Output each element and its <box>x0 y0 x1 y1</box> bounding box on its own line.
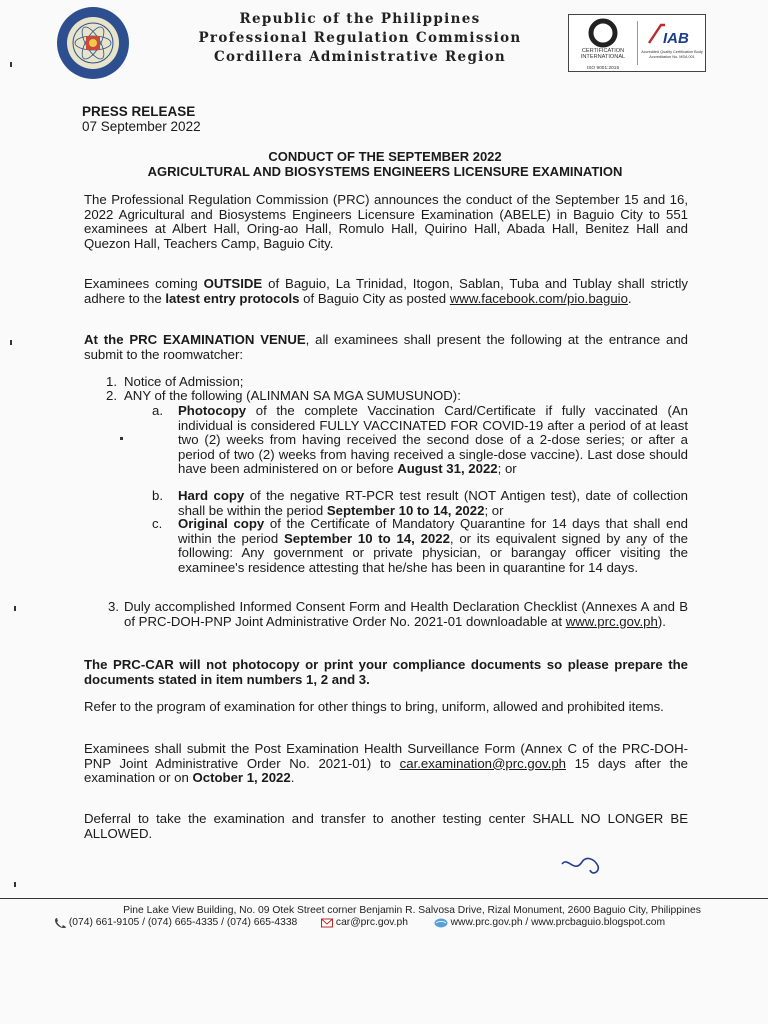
no-photocopy-notice: The PRC-CAR will not photocopy or print your compliance documents so please prepare the documents stated in item numbers 1, 2 and 3. <box>84 657 688 687</box>
sub-a-bold: Photocopy <box>178 403 247 418</box>
sub-mark-b: b. <box>152 488 163 503</box>
press-release-label: PRESS RELEASE <box>82 104 196 119</box>
iso-label: ISO 9001:2015 <box>586 66 620 71</box>
para2-a: Examinees coming <box>84 276 204 291</box>
list-item-2: ANY of the following (ALINMAN SA MGA SUMUSUNOD): <box>124 388 461 403</box>
item3-end: ). <box>657 613 666 629</box>
iab-caption: Accredited Quality Certification Body Accreditation No. MSA 001 <box>641 50 703 59</box>
document-title <box>82 149 688 179</box>
sub-mark-a: a. <box>152 403 163 418</box>
press-release-date: 07 September 2022 <box>82 119 201 134</box>
title-line-1: CONDUCT OF THE SEPTEMBER 2022 <box>268 149 502 164</box>
margin-mark <box>14 606 16 611</box>
sub-item-c <box>178 517 688 575</box>
facebook-link[interactable]: www.facebook.com/pio.baguio <box>449 290 628 306</box>
sub-b-end: ; or <box>484 502 504 518</box>
intro-paragraph: The Professional Regulation Commission (PRC) announces the conduct of the September 15 and 16, 2022 Agricultural and Biosystems Engineers Licensure Examination (ABELE) in Baguio City to 551 examinees at Albert Hall, Oring-ao Hall, Romulo Hall, Quirino Hall, Abada Hall, Benitez Hall and Quezon Hall, Teachers Camp, Baguio City. <box>84 192 688 251</box>
email-link[interactable]: car.examination@prc.gov.ph <box>399 755 566 771</box>
requirements-list-3 <box>84 600 688 648</box>
venue-bold: At the PRC EXAMINATION VENUE <box>84 332 306 347</box>
sub-c-text: of the Certificate of Mandatory Quarantine for 14 days that shall end within the period <box>178 516 688 546</box>
venue-paragraph <box>84 333 688 362</box>
margin-mark <box>120 437 123 440</box>
para6-date: October 1, 2022 <box>192 770 291 786</box>
sub-c-date: September 10 to 14, 2022 <box>283 530 450 546</box>
sub-a-text: of the complete Vaccination Card/Certificate if fully vaccinated (An individual is considered FULLY VACCINATED FOR COVID-19 after a period of at least two (2) weeks from having received the second dose of a 2-dose series; or after a period of two (2) weeks from having received a single-dose vaccine). Last dose should have been administered on or before <box>178 403 688 477</box>
certification-ring-icon <box>587 18 619 48</box>
certification-badge <box>568 14 706 72</box>
sub-a-date: August 31, 2022 <box>397 461 498 477</box>
email-icon <box>321 918 333 928</box>
program-paragraph: Refer to the program of examination for other things to bring, uniform, allowed and prohibited items. <box>84 699 664 714</box>
cert-divider <box>637 21 638 65</box>
sub-c-end: , or its equivalent signed by any of the following: Any government or private physician, or barangay officer visiting the examinee's residence attesting that he/she has been in quarantine for 14 days. <box>178 530 688 575</box>
margin-mark <box>10 340 12 345</box>
list-item-1: Notice of Admission; <box>124 374 244 389</box>
sub-b-date: September 10 to 14, 2022 <box>326 502 485 518</box>
sub-c-bold: Original copy <box>178 516 265 531</box>
footer-address: Pine Lake View Building, No. 09 Otek Street corner Benjamin R. Salvosa Drive, Rizal Monument, 2600 Baguio City, Philippines <box>123 905 701 916</box>
prc-website-link[interactable]: www.prc.gov.ph <box>565 613 658 629</box>
item3-text: Duly accomplished Informed Consent Form and Health Declaration Checklist (Annexes A and B of PRC-DOH-PNP Joint Administrative Order No. 2021-01 downloadable at <box>124 599 688 629</box>
prc-seal-logo <box>56 6 130 80</box>
para6-end: . <box>290 770 295 786</box>
press-release-header <box>82 104 201 134</box>
para6-text: Examinees shall submit the Post Examination Health Surveillance Form (Annex C of the PRC-DOH-PNP Joint Administrative Order No. 2021-01) to <box>84 741 688 771</box>
list-item-3 <box>124 600 688 629</box>
sub-item-b <box>178 489 688 518</box>
para2-c: of Baguio, La Trinidad, Itogon, Sablan, Tuba and Tublay shall strictly adhere to the <box>84 276 689 306</box>
footer-email[interactable]: car@prc.gov.ph <box>335 917 408 928</box>
list-number-1: 1. <box>106 374 117 389</box>
sub-b-text: of the negative RT-PCR test result (NOT Antigen test), date of collection shall be within the period <box>178 488 688 518</box>
letterhead-commission: Professional Regulation Commission <box>198 30 522 46</box>
para2-end: . <box>627 290 632 306</box>
phone-icon <box>54 918 66 928</box>
para6-mid: 15 days after the examination or on <box>84 755 688 786</box>
iab-text: IAB <box>663 30 689 47</box>
para2-protocols: latest entry protocols <box>165 290 300 306</box>
surveillance-paragraph <box>84 742 688 786</box>
sub-a-end: ; or <box>497 461 517 477</box>
letterhead <box>160 10 560 67</box>
iab-logo-icon <box>643 19 701 49</box>
title-line-2: AGRICULTURAL AND BIOSYSTEMS ENGINEERS LICENSURE EXAMINATION <box>147 164 623 179</box>
footer-phones: (074) 661-9105 / (074) 665-4335 / (074) 665-4338 <box>68 917 298 928</box>
para2-e: of Baguio City as posted <box>299 290 450 306</box>
letterhead-region: Cordillera Administrative Region <box>213 49 507 65</box>
sub-item-a <box>178 404 688 477</box>
footer-web[interactable]: www.prc.gov.ph / www.prcbaguio.blogspot.com <box>450 917 666 928</box>
footer-contacts <box>54 917 754 928</box>
list-number-2: 2. <box>106 388 117 403</box>
letterhead-republic: Republic of the Philippines <box>239 11 481 27</box>
cert-label: CERTIFICATION INTERNATIONAL <box>580 48 626 61</box>
margin-mark <box>10 62 12 67</box>
venue-rest: , all examinees shall present the following at the entrance and submit to the roomwatcher: <box>84 332 688 362</box>
sub-mark-c: c. <box>152 516 163 531</box>
para2-outside: OUTSIDE <box>203 276 263 291</box>
list-number-3: 3. <box>108 599 119 614</box>
margin-mark <box>14 882 16 887</box>
deferral-paragraph: Deferral to take the examination and transfer to another testing center SHALL NO LONGER BE ALLOWED. <box>84 811 688 841</box>
footer-divider <box>0 898 768 899</box>
web-icon <box>434 918 448 928</box>
sub-b-bold: Hard copy <box>178 488 245 503</box>
handwritten-initials <box>560 854 604 882</box>
entry-protocol-paragraph <box>84 277 688 306</box>
